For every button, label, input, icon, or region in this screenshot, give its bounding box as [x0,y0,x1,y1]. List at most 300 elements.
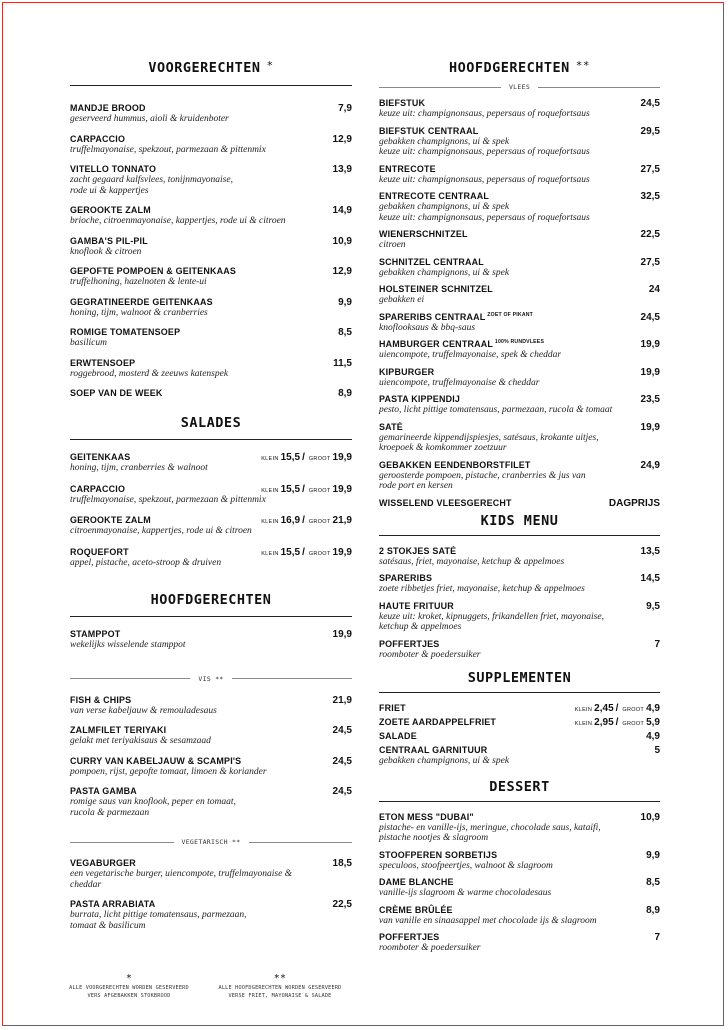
menu-item-name-text: GEROOKTE ZALM [70,515,151,526]
divider [70,85,352,86]
menu-item-description: truffelhoning, hazelnoten & lente-ui [70,277,207,287]
voorgerechten-title: VOORGERECHTEN * [148,59,274,76]
menu-item-name-text: VEGABURGER [70,858,136,869]
menu-item-name [379,905,453,916]
menu-item-description: satésaus, friet, mayonaise, ketchup & appelmoes [379,556,565,567]
menu-item-name-text: FISH & CHIPS [70,694,132,706]
menu-item-row [70,358,352,369]
price-small-label: KLEIN [574,721,593,727]
menu-item-name-text: CARPACCIO [70,133,126,145]
menu-item-price [654,932,660,943]
menu-item-gebakken-eendenborstfilet [379,460,660,492]
menu-item-name-text: ROMIGE TOMATENSOEP [70,327,181,338]
menu-item-name-text: CARPACCIO [70,483,126,495]
menu-item-name [70,547,129,558]
menu-item-price [333,236,352,247]
menu-item-price [646,905,660,916]
menu-item-description: pompoen, rijst, gepofte tomaat, limoen & koriander [70,766,267,777]
price-value: 19,9 [640,421,660,433]
menu-item-description: pesto, licht pittige tomatensaus, parmezaan, rucola & tomaat [379,405,613,415]
price-value: 9,5 [646,600,660,612]
menu-item-description: gebakken champignons, ui & spek [379,756,510,766]
menu-item-description: cheddar [70,879,102,890]
menu-item-mandje-brood [70,103,352,125]
menu-item-price [333,695,352,706]
price-value: 22,5 [332,899,352,910]
menu-item-description: geserveerd hummus, aioli & kruidenboter [70,114,229,124]
menu-item-holsteiner-schnitzel [379,284,660,306]
menu-item-price [641,812,660,823]
menu-item-description: zoete ribbetjes friet, mayonaise, ketchup & appelmoes [379,584,585,594]
menu-item-name [70,358,135,369]
price-value: 24,5 [640,98,660,109]
menu-item-name-text: PASTA KIPPENDIJ [379,394,461,405]
menu-item-description: van verse kabeljauw & remouladesaus [70,705,217,716]
menu-item-row [379,731,660,742]
price-value: 9,9 [646,849,660,861]
menu-item-price [333,164,352,175]
menu-item-price [641,164,660,175]
menu-item-name-text: SOEP VAN DE WEEK [70,388,163,399]
menu-item-price [338,297,352,308]
menu-item-name-text: POFFERTJES [379,638,440,650]
menu-item-name-text: SPARERIBS CENTRAAL [379,311,486,323]
menu-item-name-text: VITELLO TONNATO [70,164,157,175]
menu-item-row [379,717,660,728]
price-value: 7 [654,638,660,650]
menu-item-name [379,498,512,509]
menu-item-row [379,877,660,888]
price-value: 14,9 [332,205,352,216]
menu-item-haute-frituur [379,601,660,633]
menu-item-name-text: ENTRECOTE CENTRAAL [379,191,490,202]
menu-item-price [641,98,660,109]
menu-item-price [333,266,352,277]
menu-item-row [70,515,352,526]
price-small-label: KLEIN [574,707,593,713]
menu-item-row [379,703,660,714]
divider [379,801,660,802]
vis-list [70,695,352,819]
menu-item-row [70,695,352,706]
price-value: 27,5 [640,256,660,268]
menu-item-zoete-aardappelfriet [379,717,660,728]
menu-item-description: citroen [379,240,406,250]
price-value: 8,5 [338,327,352,338]
menu-item-row [379,812,660,823]
voorgerechten-list [70,103,352,399]
menu-item-price [259,547,352,558]
footnote-voorgerechten: * ALLE VOORGERECHTEN WORDEN GESERVEERD VERS AFGEBAKKEN STOKBROOD [69,973,189,999]
menu-item-name [70,327,180,338]
menu-item-vitello-tonnato [70,164,352,196]
menu-item-name [379,191,489,202]
menu-item-name [70,756,241,767]
menu-item-row [379,573,660,584]
menu-item-entrecote-centraal [379,191,660,223]
price-value: 19,9 [640,339,660,350]
menu-item-description: honing, tijm, cranberries & walnoot [70,463,208,473]
menu-item-price [641,546,660,557]
menu-item-row [70,327,352,338]
menu-item-description: keuze uit: champignonsaus, pepersaus of roquefortsaus [379,147,590,157]
menu-item-name-text: WISSELEND VLEESGERECHT [379,497,512,509]
menu-item-row [379,850,660,861]
menu-item-name-text: GEPOFTE POMPOEN & GEITENKAAS [70,266,237,277]
menu-item-tag: 100% RUNDVLEES [494,339,545,345]
menu-item-name-text: ZALMFILET TERIYAKI [70,725,167,736]
menu-item-description: gelakt met teriyakisaus & sesamzaad [70,736,211,746]
menu-item-gamba-s-pil-pil [70,236,352,258]
menu-item-price [333,858,352,869]
menu-item-geitenkaas [70,452,352,474]
menu-item-name-text: SALADE [379,731,417,742]
menu-item-price [641,573,660,584]
menu-item-name [70,695,131,706]
menu-item-name [70,629,120,640]
price-large-label: GROOT [308,456,331,462]
menu-item-name-text: GEGRATINEERDE GEITENKAAS [70,296,213,308]
menu-item-price [338,388,352,399]
menu-item-price [333,205,352,216]
price-large: 19,9 [332,452,352,463]
menu-item-description: knoflook & citroen [70,246,142,257]
price-value: 10,9 [332,235,352,247]
menu-item-row [379,422,660,433]
menu-item-description: een vegetarische burger, uiencompote, truffelmayonaise & [70,869,293,879]
price-value: 21,9 [332,694,352,706]
menu-item-price [641,312,660,323]
menu-item-description: gebakken champignons, ui & spek [379,202,510,212]
menu-item-name [379,932,439,943]
price-separator: / [302,515,305,526]
menu-item-description: keuze uit: champignonsaus, pepersaus of roquefortsaus [379,212,590,223]
hoofdgerechten-right-title: HOOFDGERECHTEN ** [448,59,591,76]
menu-item-description: honing, tijm, walnoot & cranberries [70,307,208,318]
menu-item-name-text: CRÈME BRÛLÉE [379,904,453,916]
price-value: 23,5 [640,394,660,405]
menu-item-price [259,484,352,495]
menu-item-eton-mess-dubai [379,812,660,844]
menu-item-stoofperen-sorbetijs [379,850,660,872]
menu-item-tag: ZOET OF PIKANT [487,311,534,318]
menu-item-centraal-garnituur [379,745,660,767]
divider [70,616,352,617]
menu-item-name [379,601,454,612]
menu-item-price [641,394,660,405]
menu-item-name [379,367,434,378]
price-value: 14,5 [640,573,660,584]
menu-item-name [70,103,146,114]
dessert-title: DESSERT [489,778,550,795]
menu-item-row [379,98,660,109]
price-value: 8,5 [646,877,660,888]
price-value: 27,5 [640,163,660,175]
price-value: DAGPRIJS [608,497,660,509]
menu-item-price [333,134,352,145]
menu-item-row [70,725,352,736]
price-small-label: KLEIN [261,487,279,494]
menu-item-curry-van-kabeljauw-scampi-s [70,756,352,778]
menu-item-name-text: SATÉ [379,421,403,433]
menu-item-name [70,484,125,495]
menu-item-row [379,339,660,350]
menu-item-name [70,725,166,736]
menu-item-row [70,164,352,175]
menu-item-row [70,547,352,558]
menu-item-name-text: STOOFPEREN SORBETIJS [379,849,498,861]
menu-item-zalmfilet-teriyaki [70,725,352,747]
menu-item-fish-chips [70,695,352,717]
menu-item-price [641,339,660,350]
menu-item-biefstuk-centraal [379,126,660,158]
right-column [379,58,660,954]
menu-item-name [379,812,474,823]
menu-item-description: pistache nootjes & slagroom [379,833,489,843]
menu-item-name-text: DAME BLANCHE [379,877,454,888]
menu-item-gepofte-pompoen-geitenkaas [70,266,352,288]
menu-item-price [641,229,660,240]
price-large: 19,9 [332,483,352,495]
menu-item-name [70,452,130,463]
menu-item-row [379,601,660,612]
menu-item-price [573,703,660,714]
menu-item-row [70,484,352,495]
menu-item-price [259,452,352,463]
price-small: 2,45 [594,703,614,714]
menu-item-price [641,257,660,268]
price-value: 5 [654,745,660,756]
menu-item-row [379,284,660,295]
menu-item-description: keuze uit: champignonsaus, pepersaus of roquefortsaus [379,109,590,119]
menu-item-name [379,394,460,405]
menu-item-row [379,546,660,557]
menu-item-price [641,126,660,137]
menu-item-name [379,98,425,109]
menu-item-price [338,103,352,114]
menu-item-name-text: ERWTENSOEP [70,357,136,369]
price-large-label: GROOT [622,707,645,713]
menu-item-name [379,703,406,714]
menu-item-name [70,515,151,526]
menu-item-price [641,422,660,433]
menu-item-price [333,786,352,797]
price-value: 18,5 [332,858,352,869]
price-separator: / [302,483,305,495]
price-separator: / [615,703,619,714]
vlees-list [379,98,660,509]
menu-item-name-text: SCHNITZEL CENTRAAL [379,256,484,268]
menu-item-description: rode ui & kappertjes [70,185,149,196]
menu-item-price [641,367,660,378]
menu-item-name-text: GEROOKTE ZALM [70,205,151,216]
price-value: 32,5 [640,191,660,202]
menu-item-row [379,498,660,509]
menu-item-name [379,731,417,742]
menu-item-description: wekelijks wisselende stamppot [70,640,186,650]
menu-item-description: roomboter & poedersuiker [379,943,481,953]
price-value: 11,5 [333,357,352,369]
menu-item-name [379,639,439,650]
menu-item-name-text: BIEFSTUK CENTRAAL [379,125,479,137]
menu-item-name [379,745,487,756]
dessert-list [379,812,660,954]
menu-item-pasta-kippendij [379,394,660,416]
menu-item-name [379,850,497,861]
price-large: 21,9 [332,515,352,526]
price-separator: / [302,452,305,463]
price-large: 5,9 [646,717,660,728]
menu-item-price [338,327,352,338]
price-value: 9,9 [338,296,352,308]
menu-item-price [649,284,660,295]
price-large: 4,9 [646,703,660,714]
menu-item-row [379,229,660,240]
menu-item-wienerschnitzel [379,229,660,251]
menu-item-row [70,205,352,216]
menu-item-vegaburger [70,858,352,890]
menu-item-description: zacht gegaard kalfsvlees, tonijnmayonaise, [70,175,233,185]
menu-item-description: appel, pistache, aceto-stroop & druiven [70,557,222,568]
menu-item-name [379,164,436,175]
menu-item-price [333,899,352,910]
menu-item-row [70,756,352,767]
left-column [70,58,352,931]
stamppot-list [70,629,352,651]
price-large-label: GROOT [308,487,331,494]
menu-item-spareribs-centraal [379,312,660,334]
price-value: 19,9 [640,366,660,378]
menu-item-row [70,134,352,145]
menu-item-name [70,164,156,175]
menu-item-wisselend-vleesgerecht [379,498,660,509]
menu-item-description: ketchup & appelmoes [379,622,462,632]
menu-item-name-text: CURRY VAN KABELJAUW & SCAMPI'S [70,755,242,767]
menu-item-description: uiencompote, truffelmayonaise, spek & cheddar [379,350,562,360]
menu-item-name [379,229,468,240]
price-value: 10,9 [640,811,660,823]
divider [379,535,660,536]
menu-item-row [379,312,660,323]
menu-item-name [379,717,496,728]
menu-item-description: gebakken ei [379,295,425,305]
menu-item-name [70,899,155,910]
menu-item-description: speculoos, stoofpeertjes, walnoot & slagroom [379,860,553,871]
menu-item-name [70,786,137,797]
menu-item-price [654,745,660,756]
menu-item-name-text: ENTRECOTE [379,163,436,175]
menu-item-row [70,629,352,640]
menu-item-description: gebakken champignons, ui & spek [379,267,510,278]
menu-item-description: truffelmayonaise, spekzout, parmezaan & pittenmix [70,494,266,505]
menu-item-price [646,877,660,888]
price-value: 13,9 [332,164,352,175]
menu-item-schnitzel-centraal [379,257,660,279]
menu-item-name-text: BIEFSTUK [379,98,426,109]
menu-item-row [70,103,352,114]
price-large-label: GROOT [308,519,331,525]
menu-item-erwtensoep [70,358,352,380]
menu-item-soep-van-de-week [70,388,352,399]
menu-item-row [379,394,660,405]
divider [379,692,660,693]
menu-item-carpaccio [70,134,352,156]
price-value: 24,5 [640,311,660,323]
menu-item-row [70,388,352,399]
menu-item-name-text: MANDJE BROOD [70,103,146,114]
supplementen-title: SUPPLEMENTEN [467,670,572,686]
menu-item-description: gebakken champignons, ui & spek [379,136,510,147]
menu-item-description: keuze uit: champignonsaus, pepersaus of roquefortsaus [379,174,590,185]
menu-item-name [70,266,236,277]
price-small-label: KLEIN [261,550,279,557]
menu-item-description: citroenmayonaise, kappertjes, rode ui & citroen [70,526,252,536]
menu-item-row [70,452,352,463]
price-value: 7 [654,932,660,943]
menu-item-kipburger [379,367,660,389]
menu-item-price [646,731,660,742]
kids-menu-list [379,546,660,661]
menu-item-description: van vanille en sinaasappel met chocolade ijs & slagroom [379,915,597,926]
vlees-subheading: VLEES [379,81,660,93]
price-small-label: KLEIN [261,456,279,462]
price-small: 2,95 [594,717,614,728]
price-large-label: GROOT [308,550,331,557]
price-value: 19,9 [332,629,352,640]
menu-item-name [379,460,531,471]
menu-item-row [379,367,660,378]
hoofdgerechten-left-title: HOOFDGERECHTEN [150,592,272,608]
menu-item-pasta-gamba [70,786,352,818]
menu-item-row [379,191,660,202]
menu-item-name [379,877,454,888]
menu-item-name-text: GEBAKKEN EENDENBORSTFILET [379,459,531,471]
price-small: 16,9 [280,515,301,526]
vis-subheading: VIS ** [70,673,352,685]
menu-item-name-text: CENTRAAL GARNITUUR [379,745,488,756]
menu-item-description: rode port en kersen [379,481,453,491]
price-large-label: GROOT [622,721,645,727]
menu-item-description: rucola & parmezaan [70,807,150,818]
menu-item-name [379,257,484,268]
menu-item-price [609,498,660,509]
menu-item-biefstuk [379,98,660,120]
price-value: 7,9 [338,103,352,114]
menu-item-name [70,858,136,869]
menu-item-entrecote [379,164,660,186]
menu-item-price [333,629,352,640]
price-value: 8,9 [646,904,660,916]
menu-item-description: burrata, licht pittige tomatensaus, parmezaan, [70,910,247,920]
divider [70,439,352,440]
menu-item-row [70,266,352,277]
menu-item-price [646,601,660,612]
menu-item-name-text: PASTA ARRABIATA [70,899,156,910]
menu-item-name [70,205,151,216]
menu-item-name-text: GAMBA'S PIL-PIL [70,235,148,247]
menu-item-name-text: HOLSTEINER SCHNITZEL [379,284,493,295]
menu-item-hamburger-centraal [379,339,660,361]
menu-item-name-text: 2 STOKJES SATÉ [379,545,457,557]
price-separator: / [615,717,619,728]
price-small-label: KLEIN [261,519,279,525]
menu-item-stamppot [70,629,352,651]
menu-item-name-text: KIPBURGER [379,366,435,378]
price-value: 29,5 [640,125,660,137]
price-value: 24,9 [640,459,660,471]
menu-item-creme-brulee [379,905,660,927]
menu-item-name-text: PASTA GAMBA [70,786,137,797]
